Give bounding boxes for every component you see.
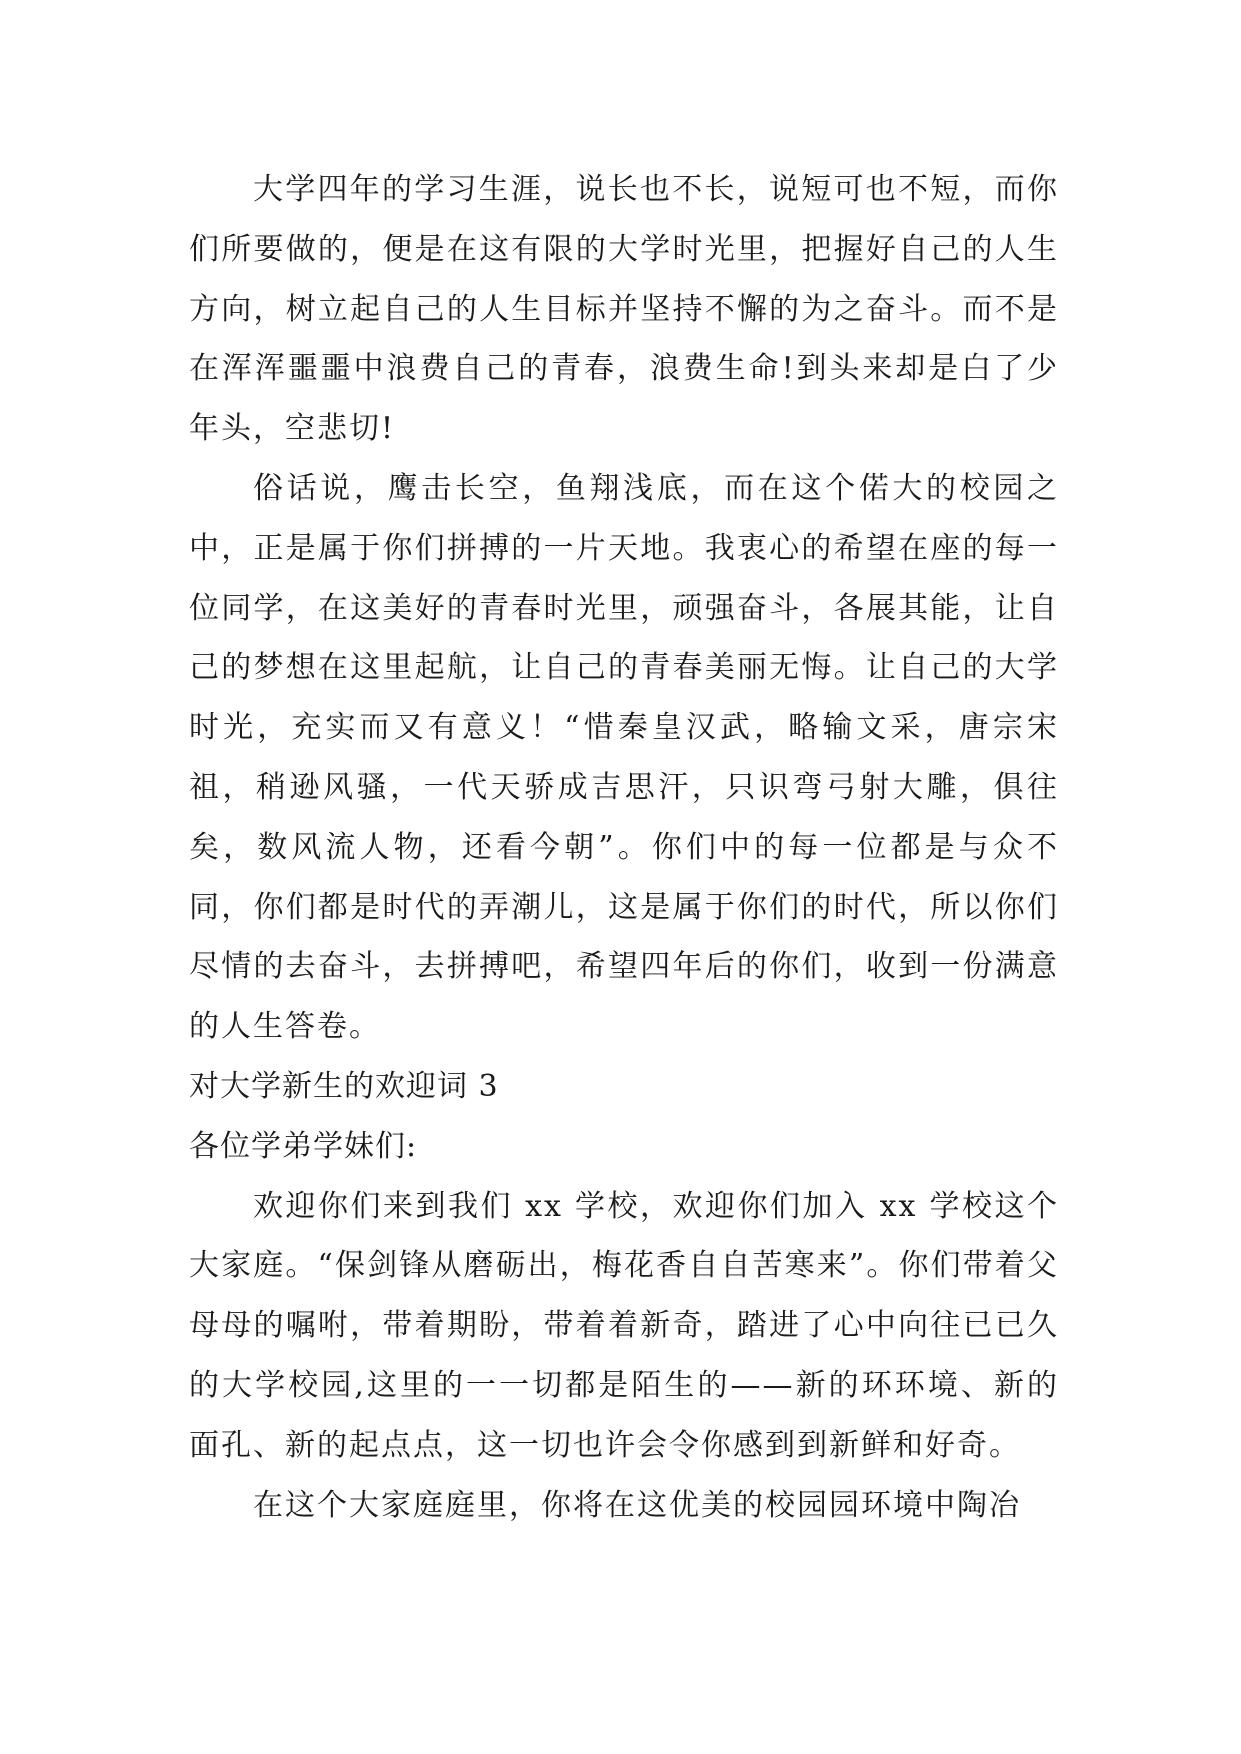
paragraph: 在这个大家庭庭里，你将在这优美的校园园环境中陶冶 <box>253 1487 1021 1523</box>
paragraph: 俗话说，鹰击长空，鱼翔浅底，而在这个偌大的校园之中，正是属于你们拼搏的一片天地。我衷心的希望在座的每一位同学，在这美好的青春时光里，顽强奋斗，各展其能，让自己的梦想在这里起航，让自己的青春美丽无悔。让自己的大学时光，充实而又有意义！“惜秦皇汉武，略输文采，唐宗宋祖，稍逊风骚，一代天骄成吉思汗，只识弯弓射大雕，俱往矣，数风流人物，还看今朝”。你们中的每一位都是与众不同，你们都是时代的弄潮儿，这是属于你们的时代，所以你们尽情的去奋斗，去拼搏吧，希望四年后的你们，收到一份满意的人生答卷。 <box>189 470 1059 1045</box>
paragraph: 大学四年的学习生涯，说长也不长，说短可也不短，而你们所要做的，便是在这有限的大学时光里，把握好自己的人生方向，树立起自己的人生目标并坚持不懈的为之奋斗。而不是在浑浑噩噩中浪费自己的青春，浪费生命!到头来却是白了少年头，空悲切! <box>189 172 1059 447</box>
document-body <box>189 160 1059 1535</box>
salutation: 各位学弟学妹们: <box>189 1128 418 1164</box>
section-title: 对大学新生的欢迎词 3 <box>189 1068 499 1104</box>
paragraph: 欢迎你们来到我们 xx 学校，欢迎你们加入 xx 学校这个大家庭。“保剑锋从磨砺出，梅花香自自苦寒来”。你们带着父母母的嘱咐，带着期盼，带着着新奇，踏进了心中向往已已久的大学校园,这里的一一切都是陌生的——新的环环境、新的面孔、新的起点点，这一切也许会令你感到到新鲜和好奇。 <box>189 1188 1059 1463</box>
